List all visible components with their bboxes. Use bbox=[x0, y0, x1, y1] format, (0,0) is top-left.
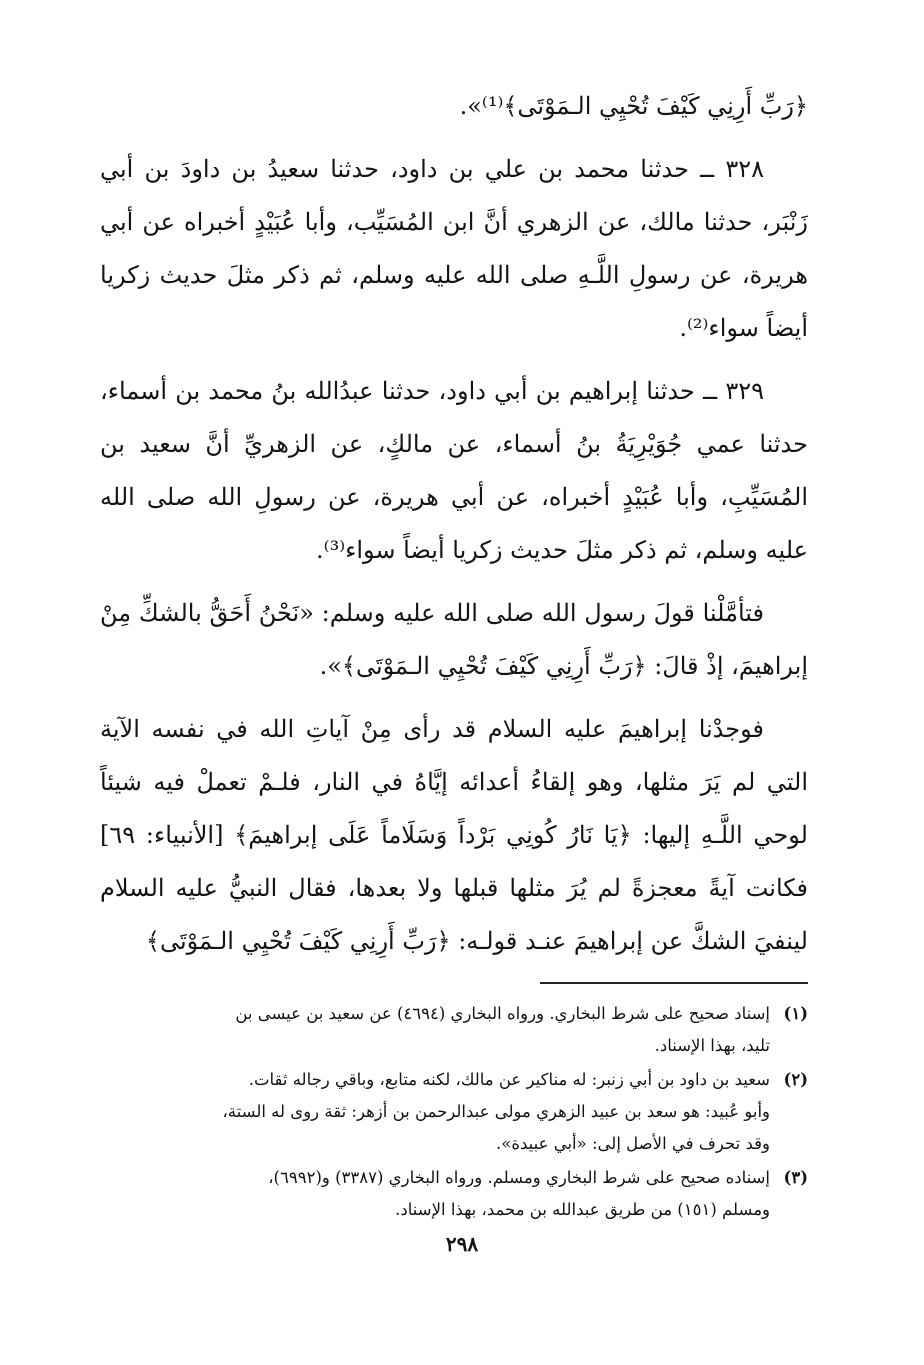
footnote-line: سعيد بن داود بن أبي زنبر: له مناكير عن مالك، لكنه متابع، وباقي رجاله ثقات. bbox=[248, 1070, 770, 1089]
footnotes bbox=[100, 998, 808, 1226]
footnote-line: إسناد صحيح على شرط البخاري. ورواه البخاري (٤٦٩٤) عن سعيد بن عيسى بن bbox=[235, 1004, 770, 1023]
paragraph-verse-ending: ﴿رَبِّ أَرِنِي كَيْفَ تُحْيِي الـمَوْتَى﴾⁽¹⁾». bbox=[459, 92, 808, 120]
paragraph-hadith-328: ٣٢٨ ــ حدثنا محمد بن علي بن داود، حدثنا سعيدُ بن داودَ بن أبي زَنْبَر، حدثنا مالك، عن الزهري أنَّ ابن المُسَيِّب، وأبا عُبَيْدٍ أخبراه عن أبي هريرة، عن رسولِ اللَّـهِ صلى الله عليه وسلم، ثم ذكر مثلَ حديث زكريا أيضاً سواء⁽²⁾. bbox=[100, 155, 808, 342]
book-page bbox=[100, 80, 808, 1228]
footnote-number: (٢) bbox=[783, 1070, 808, 1089]
footnote-line: وأبو عُبيد: هو سعد بن عبيد الزهري مولى عبدالرحمن بن أزهر: ثقة روى له الستة، bbox=[222, 1102, 770, 1121]
main-text bbox=[100, 80, 808, 968]
paragraph-explanation: فوجدْنا إبراهيمَ عليه السلام قد رأى مِنْ آياتِ الله في نفسه الآية التي لم يَرَ مثلها، وهو إلقاءُ أعدائه إيَّاهُ في النار، فلـمْ تعملْ فيه شيئاً لوحي اللَّـهِ إليها: ﴿يَا نَارُ كُونِي بَرْداً وَسَلَاماً عَلَى إبراهيمَ﴾ [الأنبياء: ٦٩] فكانت آيةً معجزةً لم يُرَ مثلها قبلها ولا بعدها، فقال النبيُّ عليه السلام لينفيَ الشكَّ عن إبراهيمَ عنـد قولـه: ﴿رَبِّ أَرِنِي كَيْفَ تُحْيِي الـمَوْتَى﴾ bbox=[100, 715, 808, 955]
paragraph-hadith-329: ٣٢٩ ــ حدثنا إبراهيم بن أبي داود، حدثنا عبدُالله بنُ محمد بن أسماء، حدثنا عمي جُوَيْرِيَةُ بنُ أسماء، عن مالكٍ، عن الزهريِّ أنَّ سعيد بن المُسَيِّبِ، وأبا عُبَيْدٍ أخبراه، عن أبي هريرة، عن رسولِ الله صلى الله عليه وسلم، ثم ذكر مثلَ حديث زكريا أيضاً سواء⁽³⁾. bbox=[100, 377, 808, 564]
footnote-line: تليد، بهذا الإسناد. bbox=[654, 1036, 770, 1055]
footnote-number: (١) bbox=[783, 1004, 808, 1023]
paragraph-reflection: فتأمَّلْنا قولَ رسول الله صلى الله عليه وسلم: «نَحْنُ أَحَقُّ بالشكِّ مِنْ إبراهيمَ، إذْ قالَ: ﴿رَبِّ أَرِنِي كَيْفَ تُحْيِي الـمَوْتَى﴾». bbox=[100, 599, 808, 680]
footnote-1 bbox=[100, 998, 808, 1062]
footnote-line: ومسلم (١٥١) من طريق عبدالله بن محمد، بهذا الإسناد. bbox=[395, 1200, 770, 1219]
page-number: ٢٩٨ bbox=[445, 1232, 479, 1256]
footnote-line: وقد تحرف في الأصل إلى: «أبي عبيدة». bbox=[496, 1134, 770, 1153]
footnote-3 bbox=[100, 1162, 808, 1226]
footnote-2 bbox=[100, 1064, 808, 1160]
footnote-line: إسناده صحيح على شرط البخاري ومسلم. ورواه البخاري (٣٣٨٧) و(٦٩٩٢)، bbox=[268, 1168, 770, 1187]
footnote-number: (٣) bbox=[783, 1168, 808, 1187]
footnote-separator bbox=[540, 982, 808, 984]
